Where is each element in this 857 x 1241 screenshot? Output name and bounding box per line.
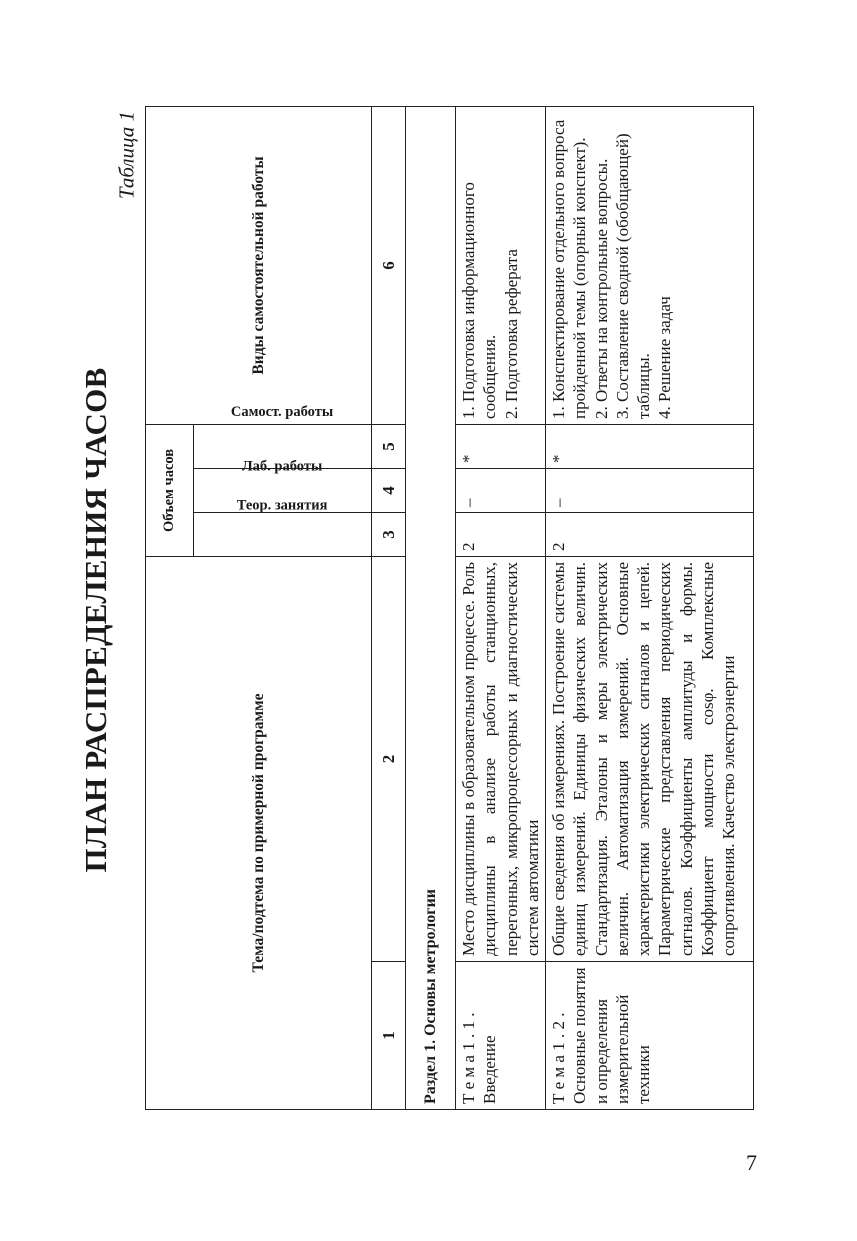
row-self: * bbox=[546, 424, 754, 468]
row-topic: Т е м а 1 . 1 . Введение bbox=[456, 962, 546, 1110]
row-lab: – bbox=[456, 468, 546, 512]
col-number-4: 4 bbox=[372, 468, 406, 512]
section-heading: Раздел 1. Основы метрологии bbox=[406, 106, 456, 1109]
row-kinds: 1. Конспектирование отдельного вопроса пройденной темы (опорный конспект). 2. Ответы на контрольные вопросы. 3. Составление сводной (обобщающей) таблицы. 4. Решение задач bbox=[546, 106, 754, 424]
hours-table bbox=[145, 106, 754, 1110]
header-theory-label: Теор. занятия bbox=[237, 497, 328, 514]
col-number-2: 2 bbox=[372, 556, 406, 961]
row-topic: Т е м а 1 . 2 . Основные понятия и определения измерительной техники bbox=[546, 962, 754, 1110]
row-theory: 2 bbox=[546, 512, 754, 556]
row-lab: – bbox=[546, 468, 754, 512]
col-number-1: 1 bbox=[372, 962, 406, 1110]
table-row bbox=[546, 106, 754, 1109]
col-number-6: 6 bbox=[372, 106, 406, 424]
row-theory: 2 bbox=[456, 512, 546, 556]
header-hours: Объем часов bbox=[146, 424, 194, 556]
header-topic: Тема/подтема по примерной программе bbox=[146, 556, 372, 1109]
header-lab-label: Лаб. работы bbox=[242, 458, 323, 475]
table-label: Таблица 1 bbox=[114, 110, 139, 200]
rotated-table-container bbox=[145, 107, 753, 1110]
header-kinds: Виды самостоятельной работы bbox=[146, 106, 372, 424]
page-title: ПЛАН РАСПРЕДЕЛЕНИЯ ЧАСОВ bbox=[78, 367, 113, 873]
header-theory bbox=[194, 497, 372, 556]
header-self-label: Самост. работы bbox=[231, 403, 334, 420]
row-kinds: 1. Подготовка информационного сообщения. 2. Подготовка реферата bbox=[456, 106, 546, 424]
row-content: Место дисциплины в образовательном процессе. Роль дисциплины в анализе работы станционных, перегонных, микропроцессорных и диагностических систем автоматики bbox=[456, 556, 546, 961]
table-row bbox=[456, 106, 546, 1109]
row-self: * bbox=[456, 424, 546, 468]
col-number-5: 5 bbox=[372, 424, 406, 468]
page-number: 7 bbox=[746, 1150, 757, 1175]
row-content: Общие сведения об измерениях. Построение системы единиц измерений. Единицы физических величин. Стандартизация. Эталоны и меры электрических величин. Автоматизация измерений. Основные характеристики электрических сигналов и цепей. Параметрические представления периодических сигналов. Коэффициенты амплитуды и формы. Коэффициент мощности cosφ. Комплексные сопротивления. Качество электроэнергии bbox=[546, 556, 754, 961]
col-number-3: 3 bbox=[372, 512, 406, 556]
